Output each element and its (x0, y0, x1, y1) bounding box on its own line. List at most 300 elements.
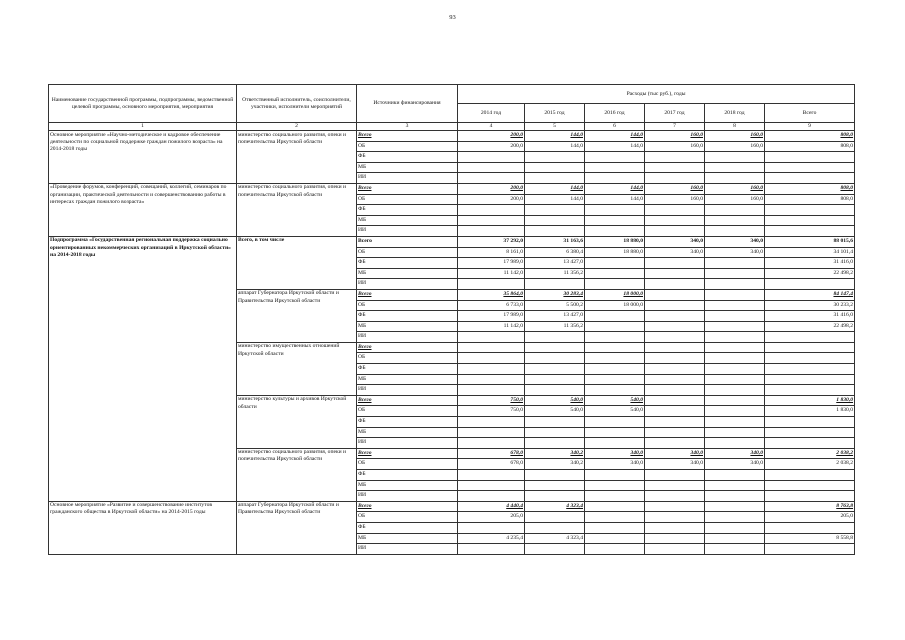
year-value-cell (705, 353, 765, 364)
year-value-cell: 144,0 (585, 183, 645, 194)
year-value-cell (645, 226, 705, 237)
total-value-cell: 808,0 (765, 194, 855, 205)
year-value-cell (525, 152, 585, 163)
year-value-cell (645, 268, 705, 279)
source-cell: ИИ (357, 491, 458, 502)
year-value-cell (585, 427, 645, 438)
source-cell: Всего (357, 395, 458, 406)
total-value-cell (765, 374, 855, 385)
year-value-cell (705, 512, 765, 523)
year-value-cell (525, 417, 585, 428)
year-value-cell: 4 323,4 (525, 533, 585, 544)
source-cell: ФБ (357, 522, 458, 533)
source-cell: Всего (357, 501, 458, 512)
program-name-cell: Основное мероприятие «Развитие и совершенствование институтов гражданского общества в Иркутской области» на 2014-2015 годы (49, 501, 237, 554)
year-value-cell (705, 470, 765, 481)
column-number: 5 (525, 123, 585, 131)
year-value-cell (458, 152, 525, 163)
year-value-cell (585, 162, 645, 173)
year-value-cell (645, 406, 705, 417)
year-value-cell (645, 470, 705, 481)
year-value-cell (585, 480, 645, 491)
year-value-cell (705, 258, 765, 269)
program-name-cell: Подпрограмма «Государственная региональная поддержка социально ориентированных некоммерческих организаций в Иркутской области» на 2014-2018 годы (49, 236, 237, 501)
year-value-cell: 18 000,0 (585, 300, 645, 311)
column-number: 6 (585, 123, 645, 131)
column-number: 2 (237, 123, 357, 131)
year-value-cell (705, 406, 765, 417)
year-value-cell: 31 163,6 (525, 236, 585, 247)
year-value-cell (585, 279, 645, 290)
header-expenses: Расходы (тыс руб.), годы (458, 85, 855, 104)
total-value-cell: 2 038,2 (765, 459, 855, 470)
year-value-cell (705, 374, 765, 385)
year-value-cell (585, 522, 645, 533)
year-value-cell: 18 880,0 (585, 247, 645, 258)
year-value-cell: 678,0 (458, 448, 525, 459)
year-value-cell (645, 427, 705, 438)
year-value-cell (458, 417, 525, 428)
page-number: 93 (449, 14, 456, 21)
source-cell: ИИ (357, 544, 458, 555)
year-value-cell: 340,0 (645, 236, 705, 247)
year-value-cell: 144,0 (525, 131, 585, 142)
year-value-cell (705, 438, 765, 449)
total-value-cell (765, 438, 855, 449)
executor-cell: министерство имущественных отношений Иркутской области (237, 342, 357, 395)
year-value-cell: 17 989,0 (458, 311, 525, 322)
total-value-cell (765, 152, 855, 163)
executor-cell: аппарат Губернатора Иркутской области и Правительства Иркутской области (237, 289, 357, 342)
year-value-cell: 750,0 (458, 406, 525, 417)
table-body (49, 131, 855, 555)
year-value-cell (645, 395, 705, 406)
source-cell: ФБ (357, 417, 458, 428)
year-value-cell (458, 491, 525, 502)
year-value-cell: 340,0 (585, 448, 645, 459)
year-value-cell: 11 356,2 (525, 268, 585, 279)
year-value-cell (585, 470, 645, 481)
year-value-cell: 160,0 (645, 131, 705, 142)
source-cell: ФБ (357, 205, 458, 216)
source-cell: МБ (357, 321, 458, 332)
column-number: 9 (765, 123, 855, 131)
total-value-cell: 8 558,8 (765, 533, 855, 544)
year-value-cell (585, 533, 645, 544)
financing-table-wrapper (48, 84, 854, 555)
year-value-cell (585, 385, 645, 396)
table-row (49, 501, 855, 512)
year-value-cell: 6 380,4 (525, 247, 585, 258)
header-year: 2018 год (705, 104, 765, 123)
source-cell: МБ (357, 268, 458, 279)
column-number: 3 (357, 123, 458, 131)
year-value-cell (458, 522, 525, 533)
total-value-cell: 30 233,2 (765, 300, 855, 311)
year-value-cell (525, 522, 585, 533)
total-value-cell: 205,0 (765, 512, 855, 523)
header-year: 2014 год (458, 104, 525, 123)
year-value-cell (525, 385, 585, 396)
year-value-cell: 540,0 (525, 406, 585, 417)
year-value-cell (645, 279, 705, 290)
total-value-cell (765, 480, 855, 491)
year-value-cell (525, 226, 585, 237)
year-value-cell (645, 289, 705, 300)
source-cell: ИИ (357, 173, 458, 184)
source-cell: ОБ (357, 194, 458, 205)
year-value-cell: 340,0 (585, 459, 645, 470)
total-value-cell (765, 173, 855, 184)
year-value-cell (645, 438, 705, 449)
year-value-cell (705, 321, 765, 332)
source-cell: ОБ (357, 300, 458, 311)
source-cell: МБ (357, 480, 458, 491)
year-value-cell: 340,0 (705, 236, 765, 247)
source-cell: ФБ (357, 311, 458, 322)
year-value-cell (705, 311, 765, 322)
year-value-cell (585, 173, 645, 184)
column-number: 1 (49, 123, 237, 131)
total-value-cell (765, 215, 855, 226)
total-value-cell: 34 101,4 (765, 247, 855, 258)
year-value-cell: 4 440,4 (458, 501, 525, 512)
total-value-cell: 1 830,0 (765, 395, 855, 406)
executor-cell: министерство социального развития, опеки и попечительства Иркутской области (237, 131, 357, 184)
table-row (49, 183, 855, 194)
year-value-cell (458, 544, 525, 555)
year-value-cell (525, 162, 585, 173)
year-value-cell (585, 501, 645, 512)
year-value-cell: 35 864,0 (458, 289, 525, 300)
total-value-cell (765, 544, 855, 555)
year-value-cell: 200,0 (458, 183, 525, 194)
year-value-cell: 160,0 (705, 194, 765, 205)
total-value-cell: 31 416,0 (765, 258, 855, 269)
total-value-cell (765, 226, 855, 237)
year-value-cell (645, 364, 705, 375)
source-cell: МБ (357, 162, 458, 173)
year-value-cell (705, 162, 765, 173)
year-value-cell (705, 332, 765, 343)
year-value-cell (585, 364, 645, 375)
total-value-cell (765, 491, 855, 502)
year-value-cell (458, 438, 525, 449)
year-value-cell: 160,0 (705, 183, 765, 194)
year-value-cell (458, 385, 525, 396)
year-value-cell (585, 544, 645, 555)
year-value-cell: 160,0 (645, 183, 705, 194)
year-value-cell (645, 258, 705, 269)
total-value-cell (765, 427, 855, 438)
total-value-cell: 1 830,0 (765, 406, 855, 417)
year-value-cell (645, 173, 705, 184)
total-value-cell: 31 416,0 (765, 311, 855, 322)
source-cell: МБ (357, 533, 458, 544)
year-value-cell: 205,0 (458, 512, 525, 523)
year-value-cell (645, 321, 705, 332)
year-value-cell (525, 374, 585, 385)
year-value-cell (645, 374, 705, 385)
year-value-cell (458, 215, 525, 226)
year-value-cell: 18 880,0 (585, 236, 645, 247)
year-value-cell: 540,0 (525, 395, 585, 406)
year-value-cell (585, 332, 645, 343)
year-value-cell (705, 480, 765, 491)
year-value-cell (458, 470, 525, 481)
source-cell: МБ (357, 374, 458, 385)
header-executor: Ответственный исполнитель, соисполнители, участники, исполнители мероприятий (237, 85, 357, 123)
source-cell: ОБ (357, 459, 458, 470)
year-value-cell (525, 279, 585, 290)
total-value-cell (765, 353, 855, 364)
year-value-cell (645, 300, 705, 311)
year-value-cell (705, 395, 765, 406)
year-value-cell (458, 364, 525, 375)
year-value-cell: 160,0 (705, 131, 765, 142)
table-row (49, 236, 855, 247)
header-total: Всего (765, 104, 855, 123)
total-value-cell: 8 763,8 (765, 501, 855, 512)
year-value-cell (585, 342, 645, 353)
year-value-cell (705, 268, 765, 279)
year-value-cell: 340,2 (525, 448, 585, 459)
year-value-cell (585, 438, 645, 449)
year-value-cell (645, 491, 705, 502)
year-value-cell (458, 205, 525, 216)
year-value-cell (705, 501, 765, 512)
total-value-cell: 84 147,4 (765, 289, 855, 300)
source-cell: Всего (357, 131, 458, 142)
source-cell: ОБ (357, 247, 458, 258)
year-value-cell (458, 374, 525, 385)
source-cell: ФБ (357, 364, 458, 375)
year-value-cell (705, 300, 765, 311)
year-value-cell: 750,0 (458, 395, 525, 406)
source-cell: ИИ (357, 279, 458, 290)
column-number: 4 (458, 123, 525, 131)
year-value-cell (585, 311, 645, 322)
executor-cell: Всего, в том числе (237, 236, 357, 289)
source-cell: Всего (357, 342, 458, 353)
year-value-cell (705, 205, 765, 216)
total-value-cell (765, 522, 855, 533)
column-number: 7 (645, 123, 705, 131)
total-value-cell (765, 385, 855, 396)
total-value-cell: 2 038,2 (765, 448, 855, 459)
year-value-cell: 4 323,4 (525, 501, 585, 512)
year-value-cell (645, 205, 705, 216)
year-value-cell: 160,0 (705, 141, 765, 152)
year-value-cell (645, 522, 705, 533)
year-value-cell (525, 470, 585, 481)
year-value-cell: 340,0 (705, 247, 765, 258)
source-cell: ИИ (357, 226, 458, 237)
year-value-cell (585, 512, 645, 523)
year-value-cell: 11 356,2 (525, 321, 585, 332)
total-value-cell: 808,0 (765, 141, 855, 152)
year-value-cell: 340,2 (525, 459, 585, 470)
total-value-cell: 22 498,2 (765, 321, 855, 332)
year-value-cell (585, 374, 645, 385)
total-value-cell (765, 342, 855, 353)
year-value-cell (458, 353, 525, 364)
year-value-cell (645, 501, 705, 512)
year-value-cell (458, 162, 525, 173)
year-value-cell (705, 215, 765, 226)
total-value-cell (765, 332, 855, 343)
source-cell: ОБ (357, 406, 458, 417)
year-value-cell (645, 385, 705, 396)
program-name-cell: «Проведение форумов, конференций, совещаний, коллегий, семинаров по организации, практической деятельности и совершенствованию работы в интересах граждан пожилого возраста» (49, 183, 237, 236)
year-value-cell (525, 427, 585, 438)
total-value-cell (765, 279, 855, 290)
year-value-cell (705, 173, 765, 184)
year-value-cell (705, 385, 765, 396)
year-value-cell (525, 215, 585, 226)
year-value-cell: 340,0 (705, 459, 765, 470)
year-value-cell: 340,0 (645, 459, 705, 470)
year-value-cell: 160,0 (645, 194, 705, 205)
total-value-cell (765, 470, 855, 481)
year-value-cell (458, 279, 525, 290)
source-cell: ИИ (357, 332, 458, 343)
year-value-cell (458, 480, 525, 491)
header-source: Источники финансирования (357, 85, 458, 123)
year-value-cell (645, 311, 705, 322)
total-value-cell (765, 162, 855, 173)
year-value-cell: 4 235,4 (458, 533, 525, 544)
year-value-cell (705, 279, 765, 290)
source-cell: Всего (357, 448, 458, 459)
total-value-cell (765, 364, 855, 375)
year-value-cell (645, 342, 705, 353)
executor-cell: министерство социального развития, опеки и попечительства Иркутской области (237, 183, 357, 236)
year-value-cell (705, 491, 765, 502)
program-name-cell: Основное мероприятие «Научно-методическое и кадровое обеспечение деятельности по социальной поддержке граждан пожилого возраста» на 2014-2018 годы (49, 131, 237, 184)
total-value-cell (765, 417, 855, 428)
year-value-cell: 200,0 (458, 194, 525, 205)
year-value-cell (525, 544, 585, 555)
total-value-cell: 808,0 (765, 131, 855, 142)
total-value-cell: 88 015,6 (765, 236, 855, 247)
source-cell: ОБ (357, 353, 458, 364)
year-value-cell (525, 332, 585, 343)
year-value-cell: 144,0 (585, 131, 645, 142)
year-value-cell (525, 173, 585, 184)
year-value-cell: 340,0 (705, 448, 765, 459)
year-value-cell (645, 332, 705, 343)
year-value-cell (705, 226, 765, 237)
header-year: 2016 год (585, 104, 645, 123)
year-value-cell: 144,0 (525, 183, 585, 194)
source-cell: ИИ (357, 385, 458, 396)
year-value-cell: 540,0 (585, 395, 645, 406)
year-value-cell (585, 491, 645, 502)
year-value-cell: 340,0 (645, 448, 705, 459)
executor-cell: министерство социального развития, опеки и попечительства Иркутской области (237, 448, 357, 501)
source-cell: ФБ (357, 258, 458, 269)
source-cell: ИИ (357, 438, 458, 449)
table-header (49, 85, 855, 131)
year-value-cell (525, 480, 585, 491)
year-value-cell (705, 152, 765, 163)
year-value-cell (525, 364, 585, 375)
header-year: 2015 год (525, 104, 585, 123)
header-name: Наименование государственной программы, подпрограммы, ведомственной целевой программы, основного мероприятия, мероприятия (49, 85, 237, 123)
executor-cell: аппарат Губернатора Иркутской области и Правительства Иркутской области (237, 501, 357, 554)
year-value-cell: 11 142,0 (458, 268, 525, 279)
year-value-cell (645, 152, 705, 163)
year-value-cell (525, 342, 585, 353)
year-value-cell (458, 342, 525, 353)
year-value-cell (705, 533, 765, 544)
year-value-cell: 340,0 (645, 247, 705, 258)
year-value-cell: 18 000,0 (585, 289, 645, 300)
year-value-cell (585, 226, 645, 237)
financing-table (48, 84, 855, 555)
year-value-cell: 200,0 (458, 131, 525, 142)
year-value-cell: 13 427,0 (525, 258, 585, 269)
year-value-cell (585, 268, 645, 279)
column-number: 8 (705, 123, 765, 131)
year-value-cell (585, 321, 645, 332)
year-value-cell: 144,0 (585, 194, 645, 205)
table-row (49, 131, 855, 142)
year-value-cell (645, 162, 705, 173)
year-value-cell (645, 544, 705, 555)
year-value-cell: 160,0 (645, 141, 705, 152)
year-value-cell (525, 512, 585, 523)
source-cell: Всего (357, 236, 458, 247)
year-value-cell (645, 417, 705, 428)
source-cell: ФБ (357, 470, 458, 481)
year-value-cell (585, 205, 645, 216)
source-cell: Всего (357, 289, 458, 300)
executor-cell: министерство культуры и архивов Иркутской области (237, 395, 357, 448)
year-value-cell (458, 427, 525, 438)
source-cell: ОБ (357, 512, 458, 523)
year-value-cell (458, 173, 525, 184)
year-value-cell: 11 142,0 (458, 321, 525, 332)
year-value-cell: 6 733,0 (458, 300, 525, 311)
year-value-cell: 30 283,4 (525, 289, 585, 300)
source-cell: МБ (357, 215, 458, 226)
year-value-cell (705, 342, 765, 353)
year-value-cell (705, 289, 765, 300)
year-value-cell (645, 480, 705, 491)
total-value-cell: 808,0 (765, 183, 855, 194)
year-value-cell (585, 258, 645, 269)
year-value-cell: 144,0 (525, 194, 585, 205)
year-value-cell: 17 989,0 (458, 258, 525, 269)
year-value-cell (705, 522, 765, 533)
year-value-cell (585, 215, 645, 226)
year-value-cell (705, 417, 765, 428)
year-value-cell (585, 353, 645, 364)
year-value-cell: 13 427,0 (525, 311, 585, 322)
year-value-cell: 144,0 (525, 141, 585, 152)
header-year: 2017 год (645, 104, 705, 123)
year-value-cell (705, 427, 765, 438)
year-value-cell (645, 533, 705, 544)
source-cell: ОБ (357, 141, 458, 152)
total-value-cell (765, 205, 855, 216)
year-value-cell (525, 438, 585, 449)
year-value-cell (525, 353, 585, 364)
year-value-cell: 200,0 (458, 141, 525, 152)
year-value-cell (525, 205, 585, 216)
